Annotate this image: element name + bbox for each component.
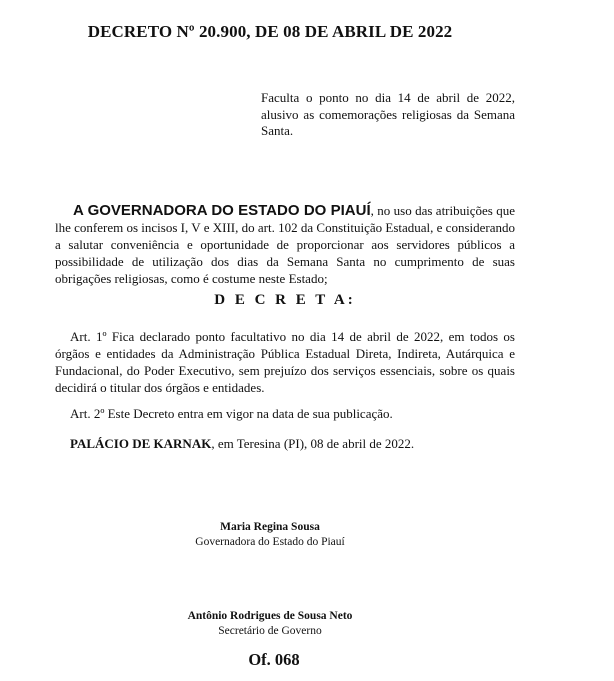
signature-secretary-name: Antônio Rodrigues de Sousa Neto — [187, 610, 353, 622]
decree-summary: Faculta o ponto no dia 14 de abril de 2022, alusivo as comemorações religiosas da Semana Santa. — [261, 90, 515, 138]
closing-location-bold: PALÁCIO DE KARNAK — [70, 436, 212, 451]
article-1-text: Art. 1º Fica declarado ponto facultativo no dia 14 de abril de 2022, em todos os órgãos e entidades da Administração Pública Estadual Direta, Indireta, Autárquica e Fundacional, do Poder Executivo, sem prejuízo dos serviços essenciais, sobre os quais decidirá o titular dos órgãos e entidades. — [55, 329, 515, 395]
oficio-number: Of. 068 — [248, 650, 300, 669]
preamble-text: , no uso das atribuições que lhe conferem os incisos I, V e XIII, do art. 102 da Constituição Estadual, e considerando a salutar conveniência e oportunidade de proporcionar aos servidores públicos a possibilidade de utilização dos dias da Semana Santa no cumprimento de suas obrigações religiosas, como é costume neste Estado; — [55, 203, 515, 286]
signature-secretary-role: Secretário de Governo — [218, 625, 322, 637]
decree-title: DECRETO Nº 20.900, DE 08 DE ABRIL DE 2022 — [87, 22, 453, 41]
signature-governor — [120, 520, 420, 550]
closing-location — [70, 435, 520, 452]
closing-location-text: , em Teresina (PI), 08 de abril de 2022. — [211, 436, 415, 451]
article-1 — [55, 328, 515, 396]
signature-governor-role: Governadora do Estado do Piauí — [195, 536, 345, 548]
decreta-heading: D E C R E T A: — [214, 292, 356, 308]
decree-preamble — [55, 202, 515, 287]
signature-governor-name: Maria Regina Sousa — [220, 521, 320, 533]
signature-secretary — [120, 609, 420, 639]
article-2: Art. 2º Este Decreto entra em vigor na data de sua publicação. — [70, 406, 393, 421]
preamble-lead: A GOVERNADORA DO ESTADO DO PIAUÍ — [73, 202, 371, 219]
